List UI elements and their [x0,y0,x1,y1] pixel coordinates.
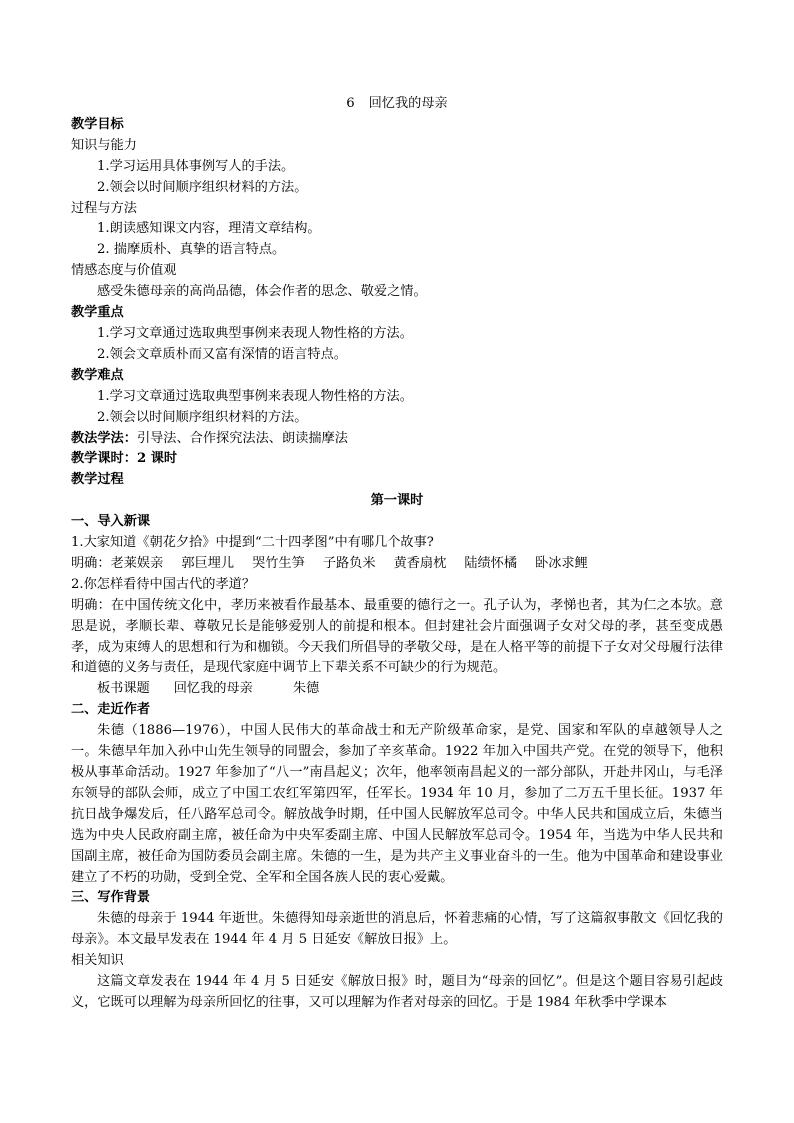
document-title [71,94,723,115]
teaching-process-heading: 教学过程 [71,472,124,488]
teaching-methods [71,429,723,450]
related-knowledge-text: 这篇文章发表在 1944 年 4 月 5 日延安《解放日报》时，题目为“母亲的回忆”。但是这个题目容易引起歧义，它既可以理解为母亲所回忆的往事，又可以理解为作者对母亲的回忆。于是 1984 年秋季中学课本 [71,974,723,1010]
goal-item: 1.学习运用具体事例写人的手法。 [97,158,295,174]
emotion-values-heading: 情感态度与价值观 [71,263,177,279]
board-lesson: 回忆我的母亲 [173,681,253,697]
lesson-title: 回忆我的母亲 [368,96,448,111]
methods-text: 引导法、合作探究法法、朗读揣摩法 [136,430,348,446]
lesson-one-heading: 第一课时 [370,493,424,509]
difficulty-item: 2.领会以时间顺序组织材料的方法。 [97,409,308,425]
story-item: 哭竹生笋 [252,555,305,571]
board-author: 朱德 [292,681,320,697]
key-point-item: 2.领会文章质朴而又富有深情的语言特点。 [97,346,347,362]
goal-item: 2.领会以时间顺序组织材料的方法。 [97,179,308,195]
hours-label: 教学课时： [71,451,137,467]
answer-2: 明确：在中国传统文化中，孝历来被看作最基本、最重要的德行之一。孔子认为，孝悌也者，其为仁之本欤。意思是说，孝顺长辈、尊敬兄长是能够爱别人的前提和根本。但封建社会片面强调子女对父母的孝，甚至变成愚孝，成为束缚人的思想和行为和枷锁。今天我们所倡导的孝敬父母，是在人格平等的前提下子女对父母履行法律和道德的义务与责任，是现代家庭中调节上下辈关系不可缺少的行为规范。 [71,597,723,676]
related-knowledge-heading: 相关知识 [71,953,124,969]
story-item: 黄香扇枕 [393,555,447,571]
story-item: 子路负米 [322,555,376,571]
goal-item: 2. 揣摩质朴、真挚的语言特点。 [97,242,286,258]
knowledge-ability-heading: 知识与能力 [71,137,137,153]
part2-heading: 二、走近作者 [71,702,151,718]
part1-heading: 一、导入新课 [71,514,151,530]
methods-label: 教法学法： [71,430,137,446]
teaching-goals-heading: 教学目标 [71,116,124,132]
question-1: 1.大家知道《朝花夕拾》中提到“二十四孝图”中有哪几个故事? [71,535,434,551]
key-points-heading: 教学重点 [71,305,124,321]
question-2: 2.你怎样看待中国古代的孝道？ [71,576,256,592]
lesson-number: 6 [346,96,355,111]
teaching-hours [71,449,723,470]
hours-text: 2 课时 [136,451,178,467]
key-point-item: 1.学习文章通过选取典型事例来表现人物性格的方法。 [97,325,413,341]
difficulties-heading: 教学难点 [71,367,124,383]
story-item: 卧冰求鲤 [535,555,588,571]
goal-item: 1.朗读感知课文内容，理清文章结构。 [97,221,321,237]
board-title [71,679,723,700]
story-item: 郭巨埋儿 [181,555,235,571]
author-bio: 朱德（1886—1976），中国人民伟大的革命战士和无产阶级革命家，是党、国家和军队的卓越领导人之一。朱德早年加入孙中山先生领导的同盟会，参加了辛亥革命。1922 年加入中国共产党。在党的领导下，他积极从事革命活动。1927 年参加了“八一”南昌起义；次年，他率领南昌起义的一部分部队，开赴井冈山，与毛泽东领导的部队会师，成立了中国工农红军第四军，任军长。1934 年 10 月，参加了二万五千里长征。1937 年抗日战争爆发后，任八路军总司令。解放战争时期，任中国人民解放军总司令。中华人民共和国成立后，朱德当选为中央人民政府副主席，被任命为中央军委副主席、中国人民解放军总司令。1954 年，当选为中华人民共和国副主席，被任命为国防委员会副主席。朱德的一生，是为共产主义事业奋斗的一生。他为中国革命和建设事业建立了不朽的功勋，受到全党、全军和全国各族人民的衷心爱戴。 [71,723,723,885]
difficulty-item: 1.学习文章通过选取典型事例来表现人物性格的方法。 [97,388,413,404]
story-item: 老莱娱亲 [110,555,164,571]
document-page [71,94,723,1014]
story-item: 陆绩怀橘 [464,555,518,571]
background-text: 朱德的母亲于 1944 年逝世。朱德得知母亲逝世的消息后，怀着悲痛的心情，写了这篇叙事散文《回忆我的母亲》。本文最早发表在 1944 年 4 月 5 日延安《解放日报》上。 [71,911,723,948]
goal-item: 感受朱德母亲的高尚品德，体会作者的思念、敬爱之情。 [97,284,427,300]
process-method-heading: 过程与方法 [71,200,137,216]
part3-heading: 三、写作背景 [71,890,151,906]
answer-1 [71,554,723,575]
answer-label: 明确： [71,555,111,571]
board-label: 板书课题 [97,681,150,697]
